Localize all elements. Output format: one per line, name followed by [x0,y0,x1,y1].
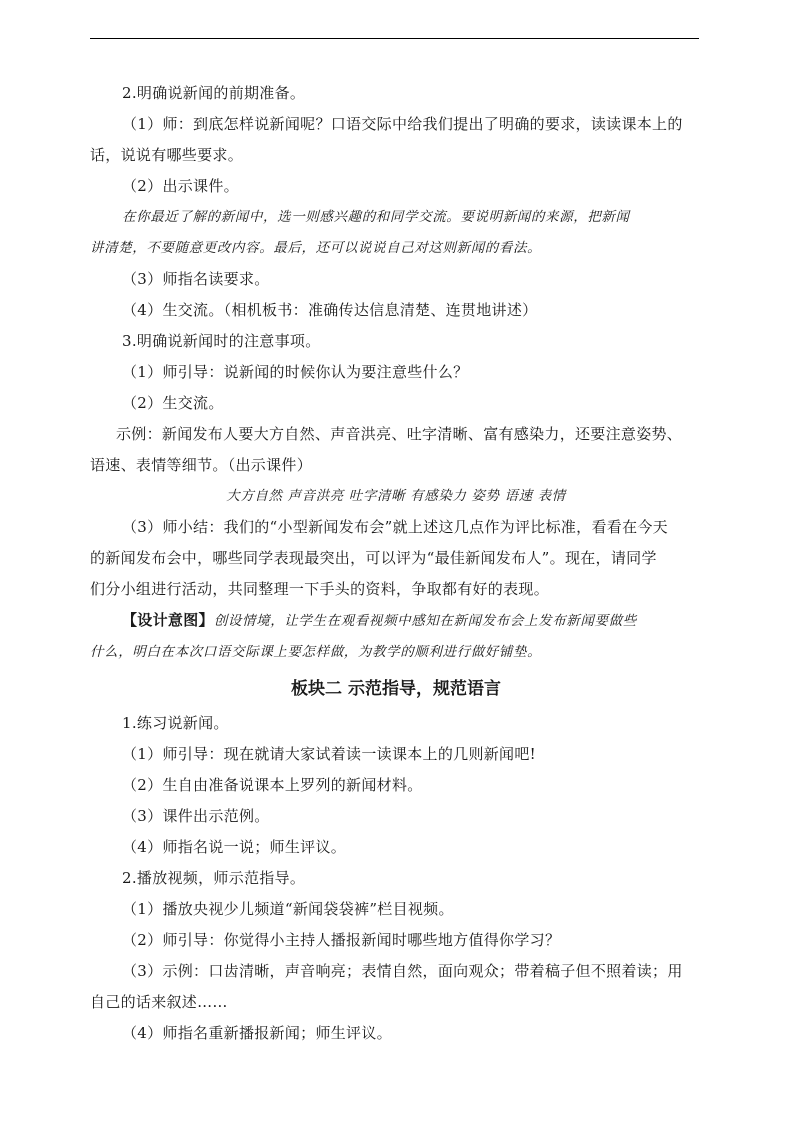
step-heading: 1.练习说新闻。 [122,714,229,732]
paragraph: （1）师引导：说新闻的时候你认为要注意些什么？ [122,363,469,381]
courseware-keywords: 大方自然 声音洪亮 吐字清晰 有感染力 姿势 语速 表情 [226,488,566,504]
paragraph: 语速、表情等细节。（出示课件） [90,456,313,474]
paragraph: （1）师引导：现在就请大家试着读一读课本上的几则新闻吧! [122,745,536,763]
paragraph: （4）师指名重新播报新闻；师生评议。 [122,1024,392,1042]
design-intent-text: 什么，明白在本次口语交际课上要怎样做，为教学的顺利进行做好铺垫。 [90,644,542,660]
paragraph: （3）师指名读要求。 [122,270,270,288]
paragraph: （3）课件出示范例。 [122,807,270,825]
courseware-text: 讲清楚，不要随意更改内容。最后，还可以说说自己对这则新闻的看法。 [90,240,542,256]
paragraph: （2）出示课件。 [122,177,239,195]
paragraph: 的新闻发布会中，哪些同学表现最突出，可以评为“最佳新闻发布人”。现在，请同学 [90,549,657,567]
paragraph: （2）师引导：你觉得小主持人播报新闻时哪些地方值得你学习？ [122,931,561,949]
paragraph: 话，说说有哪些要求。 [90,146,244,164]
paragraph: （4）生交流。（相机板书：准确传达信息清楚、连贯地讲述） [122,301,538,319]
paragraph: （3）示例：口齿清晰，声音响亮；表情自然，面向观众；带着稿子但不照着读；用 [122,962,683,980]
paragraph: （2）生自由准备说课本上罗列的新闻材料。 [122,776,423,794]
step-heading: 3.明确说新闻时的注意事项。 [122,332,321,350]
paragraph: （2）生交流。 [122,394,224,412]
document-body [90,78,702,1049]
paragraph: （1）播放央视少儿频道“新闻袋袋裤”栏目视频。 [122,900,454,918]
section-heading: 板块二 示范指导，规范语言 [291,679,501,699]
paragraph: 自己的话来叙述…… [90,993,228,1011]
design-intent-text: 创设情境，让学生在观看视频中感知在新闻发布会上发布新闻要做些 [213,613,637,629]
courseware-text: 在你最近了解的新闻中，选一则感兴趣的和同学交流。要说明新闻的来源，把新闻 [122,209,630,225]
design-intent-label: 【设计意图】 [122,611,214,629]
header-rule [90,38,699,39]
paragraph: （3）师小结：我们的“小型新闻发布会”就上述这几点作为评比标准，看看在今天 [122,518,668,536]
design-intent [90,605,702,637]
paragraph: （1）师：到底怎样说新闻呢？口语交际中给我们提出了明确的要求，读读课本上的 [122,115,683,133]
paragraph: 示例：新闻发布人要大方自然、声音洪亮、吐字清晰、富有感染力，还要注意姿势、 [116,425,683,443]
paragraph: （4）师指名说一说；师生评议。 [122,838,347,856]
paragraph: 们分小组进行活动，共同整理一下手头的资料，争取都有好的表现。 [90,580,550,598]
step-heading: 2.播放视频，师示范指导。 [122,869,306,887]
step-heading: 2.明确说新闻的前期准备。 [122,84,306,102]
